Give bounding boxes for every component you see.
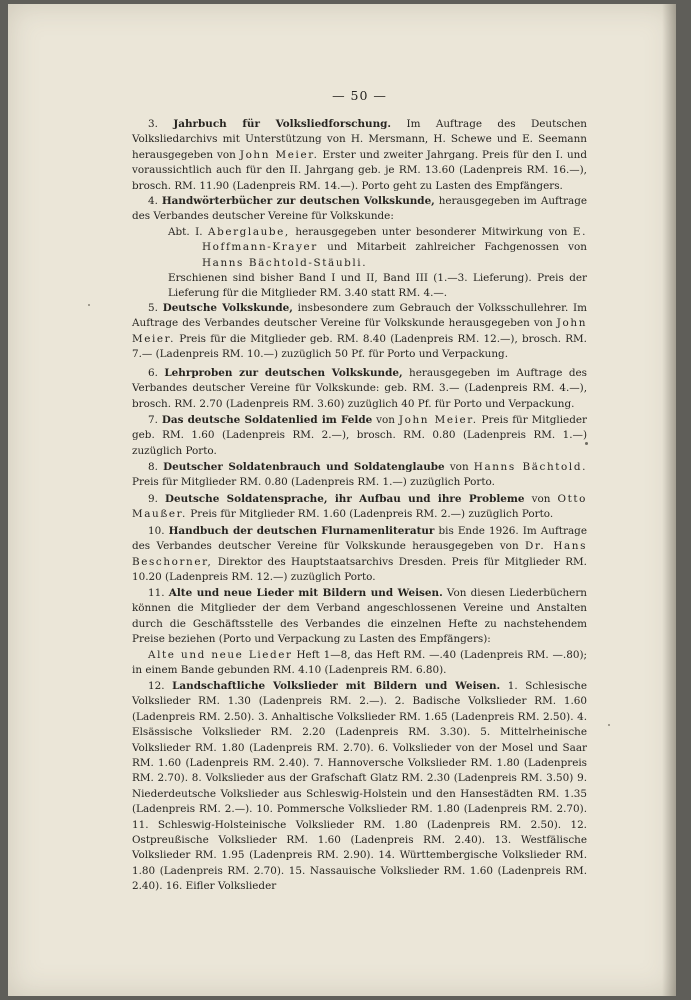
entry-9 <box>132 492 587 523</box>
entry-text: herausgegeben im Auftrage des Verbandes deutscher Vereine für Volkskunde: <box>132 195 587 223</box>
entry-text: 1. Schlesische Volkslieder RM. 1.30 (Ladenpreis RM. 2.—). 2. Badische Volkslieder RM. 1.60 (Ladenpreis RM. 2.50). 3. Anhaltische Volkslieder RM. 1.65 (Ladenpreis RM. 2.50). 4. Elsässische Volkslieder RM. 2.20 (Ladenpreis RM. 3.30). 5. Mittelrheinische Volkslieder RM. 1.80 (Ladenpreis RM. 2.70). 6. Volkslieder von der Mosel und Saar RM. 1.60 (Ladenpreis RM. 2.40). 7. Hannoversche Volkslieder RM. 1.80 (Ladenpreis RM. 2.70). 8. Volkslieder aus der Grafschaft Glatz RM. 2.30 (Ladenpreis RM. 3.50) 9. Niederdeutsche Volkslieder aus Schleswig-Holstein und den Hansestädten RM. 1.35 (Ladenpreis RM. 2.—). 10. Pommersche Volkslieder RM. 1.80 (Ladenpreis RM. 2.70). 11. Schleswig-Holsteinische Volkslieder RM. 1.80 (Ladenpreis RM. 2.50). 12. Ostpreußische Volkslieder RM. 1.60 (Ladenpreis RM. 2.40). 13. Westfälische Volkslieder RM. 1.95 (Ladenpreis RM. 2.90). 14. Württembergische Volkslieder RM. 1.80 (Ladenpreis RM. 2.70). 15. Nassauische Volkslieder RM. 1.60 (Ladenpreis RM. 2.40). 16. Eifler Volkslieder <box>132 680 587 893</box>
book-page <box>8 4 676 996</box>
entry-number: 11. <box>148 587 165 599</box>
entry-title: Jahrbuch für Volksliedforschung. <box>173 118 392 130</box>
entry-title: Deutsche Soldatensprache, ihr Aufbau und ihre Probleme <box>164 493 525 505</box>
paper-speck <box>608 724 610 726</box>
subsection-label: Abt. I. <box>168 225 203 238</box>
entry-title: Handwörterbücher zur deutschen Volkskunde, <box>161 195 435 207</box>
entry-4-note: Erschienen sind bisher Band I und II, Band III (1.—3. Lieferung). Preis der Lieferung für die Mitglieder RM. 3.40 statt RM. 4.—. <box>168 272 587 300</box>
entry-number: 6. <box>148 367 158 379</box>
entry-title: Deutscher Soldatenbrauch und Soldatenglaube <box>163 461 445 473</box>
entry-text: Im Auftrage des Deutschen Volksliedarchivs mit Unterstützung von H. Mersmann, H. Schewe und E. Seemann herausgegeben von <box>132 118 587 161</box>
entry-title: Lehrproben zur deutschen Volkskunde, <box>164 367 403 379</box>
entry-number: 10. <box>148 525 165 537</box>
entry-10 <box>132 524 587 586</box>
page-edge-shadow <box>662 4 676 996</box>
ink-mark <box>585 442 588 445</box>
entry-4 <box>132 194 587 302</box>
entry-11 <box>132 586 587 678</box>
entry-author: John Meier. <box>132 317 587 345</box>
entry-3 <box>132 117 587 194</box>
entry-text: von <box>444 461 474 473</box>
entry-title: Landschaftliche Volkslieder mit Bildern und Weisen. <box>172 680 501 692</box>
entry-author: John Meier. <box>398 414 478 426</box>
entry-author: John Meier. <box>239 148 319 161</box>
entry-number: 4. <box>148 195 158 207</box>
entry-6 <box>132 366 587 412</box>
entry-text: bis Ende 1926. Im Auftrage des Verbandes deutscher Vereine für Volkskunde herausgegeben von <box>132 525 587 553</box>
subsection-person: Hanns Bächtold-Stäubli. <box>202 256 368 269</box>
entry-text: Preis für die Mitglieder geb. RM. 8.40 (Ladenpreis RM. 12.—), brosch. RM. 7.— (Ladenpreis RM. 10.—) zuzüglich 50 Pf. für Porto und Verpackung. <box>132 332 587 361</box>
entry-number: 3. <box>148 118 158 130</box>
entry-series-name: Alte und neue Lieder <box>148 648 293 661</box>
entry-author: Otto Maußer. <box>132 493 587 521</box>
entry-number: 7. <box>148 414 158 426</box>
entry-text: Preis für Mitglieder RM. 0.80 (Ladenpreis RM. 1.—) zuzüglich Porto. <box>132 476 495 489</box>
entry-title: Das deutsche Soldatenlied im Felde <box>161 414 373 426</box>
subsection-title: Aberglaube, <box>208 225 290 238</box>
entry-text: Erster und zweiter Jahrgang. Preis für den I. und voraussichtlich auch für den II. Jahrgang geb. je RM. 13.60 (Ladenpreis RM. 16.—), brosch. RM. 11.90 (Ladenpreis RM. 14.—). Porto geht zu Lasten des Empfängers. <box>132 148 587 192</box>
entry-text: Von diesen Liederbüchern können die Mitglieder der dem Verband angeschlossenen Vereine und Anstalten durch die Geschäftsstelle des Verbandes die einzelnen Hefte zu nachstehendem Preise beziehen (Porto und Verpackung zu Lasten des Empfängers): <box>132 587 587 646</box>
entry-12 <box>132 679 587 895</box>
entry-7 <box>132 413 587 459</box>
entry-title: Deutsche Volkskunde, <box>162 302 293 314</box>
entry-text: Direktor des Hauptstaatsarchivs Dresden. Preis für Mitglieder RM. 10.20 (Ladenpreis RM. 12.—) zuzüglich Porto. <box>132 555 587 584</box>
entry-8 <box>132 460 587 491</box>
entry-title: Alte und neue Lieder mit Bildern und Weisen. <box>168 587 443 599</box>
entry-4-subsection <box>168 225 587 271</box>
entry-5 <box>132 301 587 363</box>
entry-text: Preis für Mitglieder geb. RM. 1.60 (Ladenpreis RM. 2.—), brosch. RM. 0.80 (Ladenpreis RM. 1.—) zuzüglich Porto. <box>132 414 587 457</box>
entry-text: herausgegeben im Auftrage des Verbandes deutscher Vereine für Volkskunde: geb. RM. 3.— (Ladenpreis RM. 4.—), brosch. RM. 2.70 (Ladenpreis RM. 3.60) zuzüglich 40 Pf. für Porto und Verpackung. <box>132 367 587 410</box>
entry-text: Preis für Mitglieder RM. 1.60 (Ladenpreis RM. 2.—) zuzüglich Porto. <box>186 508 554 521</box>
page-number: — 50 — <box>332 88 387 103</box>
entry-author: Hanns Bächtold. <box>473 461 587 473</box>
entry-text: Heft 1—8, das Heft RM. —.40 (Ladenpreis RM. —.80); in einem Bande gebunden RM. 4.10 (Ladenpreis RM. 6.80). <box>132 648 587 677</box>
entry-number: 8. <box>148 461 158 473</box>
entry-number: 12. <box>148 680 165 692</box>
subsection-person: E. Hoffmann-Krayer <box>202 225 587 254</box>
entry-title: Handbuch der deutschen Flurnamenliteratur <box>168 525 435 537</box>
paper-speck <box>88 304 90 306</box>
entry-text: von <box>524 493 558 505</box>
subsection-text: herausgegeben unter besonderer Mitwirkung von <box>289 225 573 238</box>
entry-text: von <box>372 414 399 426</box>
entry-author: Dr. Hans Beschorner, <box>132 540 587 568</box>
entry-number: 9. <box>148 493 158 505</box>
entry-text: insbesondere zum Gebrauch der Volksschullehrer. Im Auftrage des Verbandes deutscher Vereine für Volkskunde herausgegeben von <box>132 302 587 330</box>
subsection-text: und Mitarbeit zahlreicher Fachgenossen von <box>317 241 587 254</box>
entry-number: 5. <box>148 302 158 314</box>
